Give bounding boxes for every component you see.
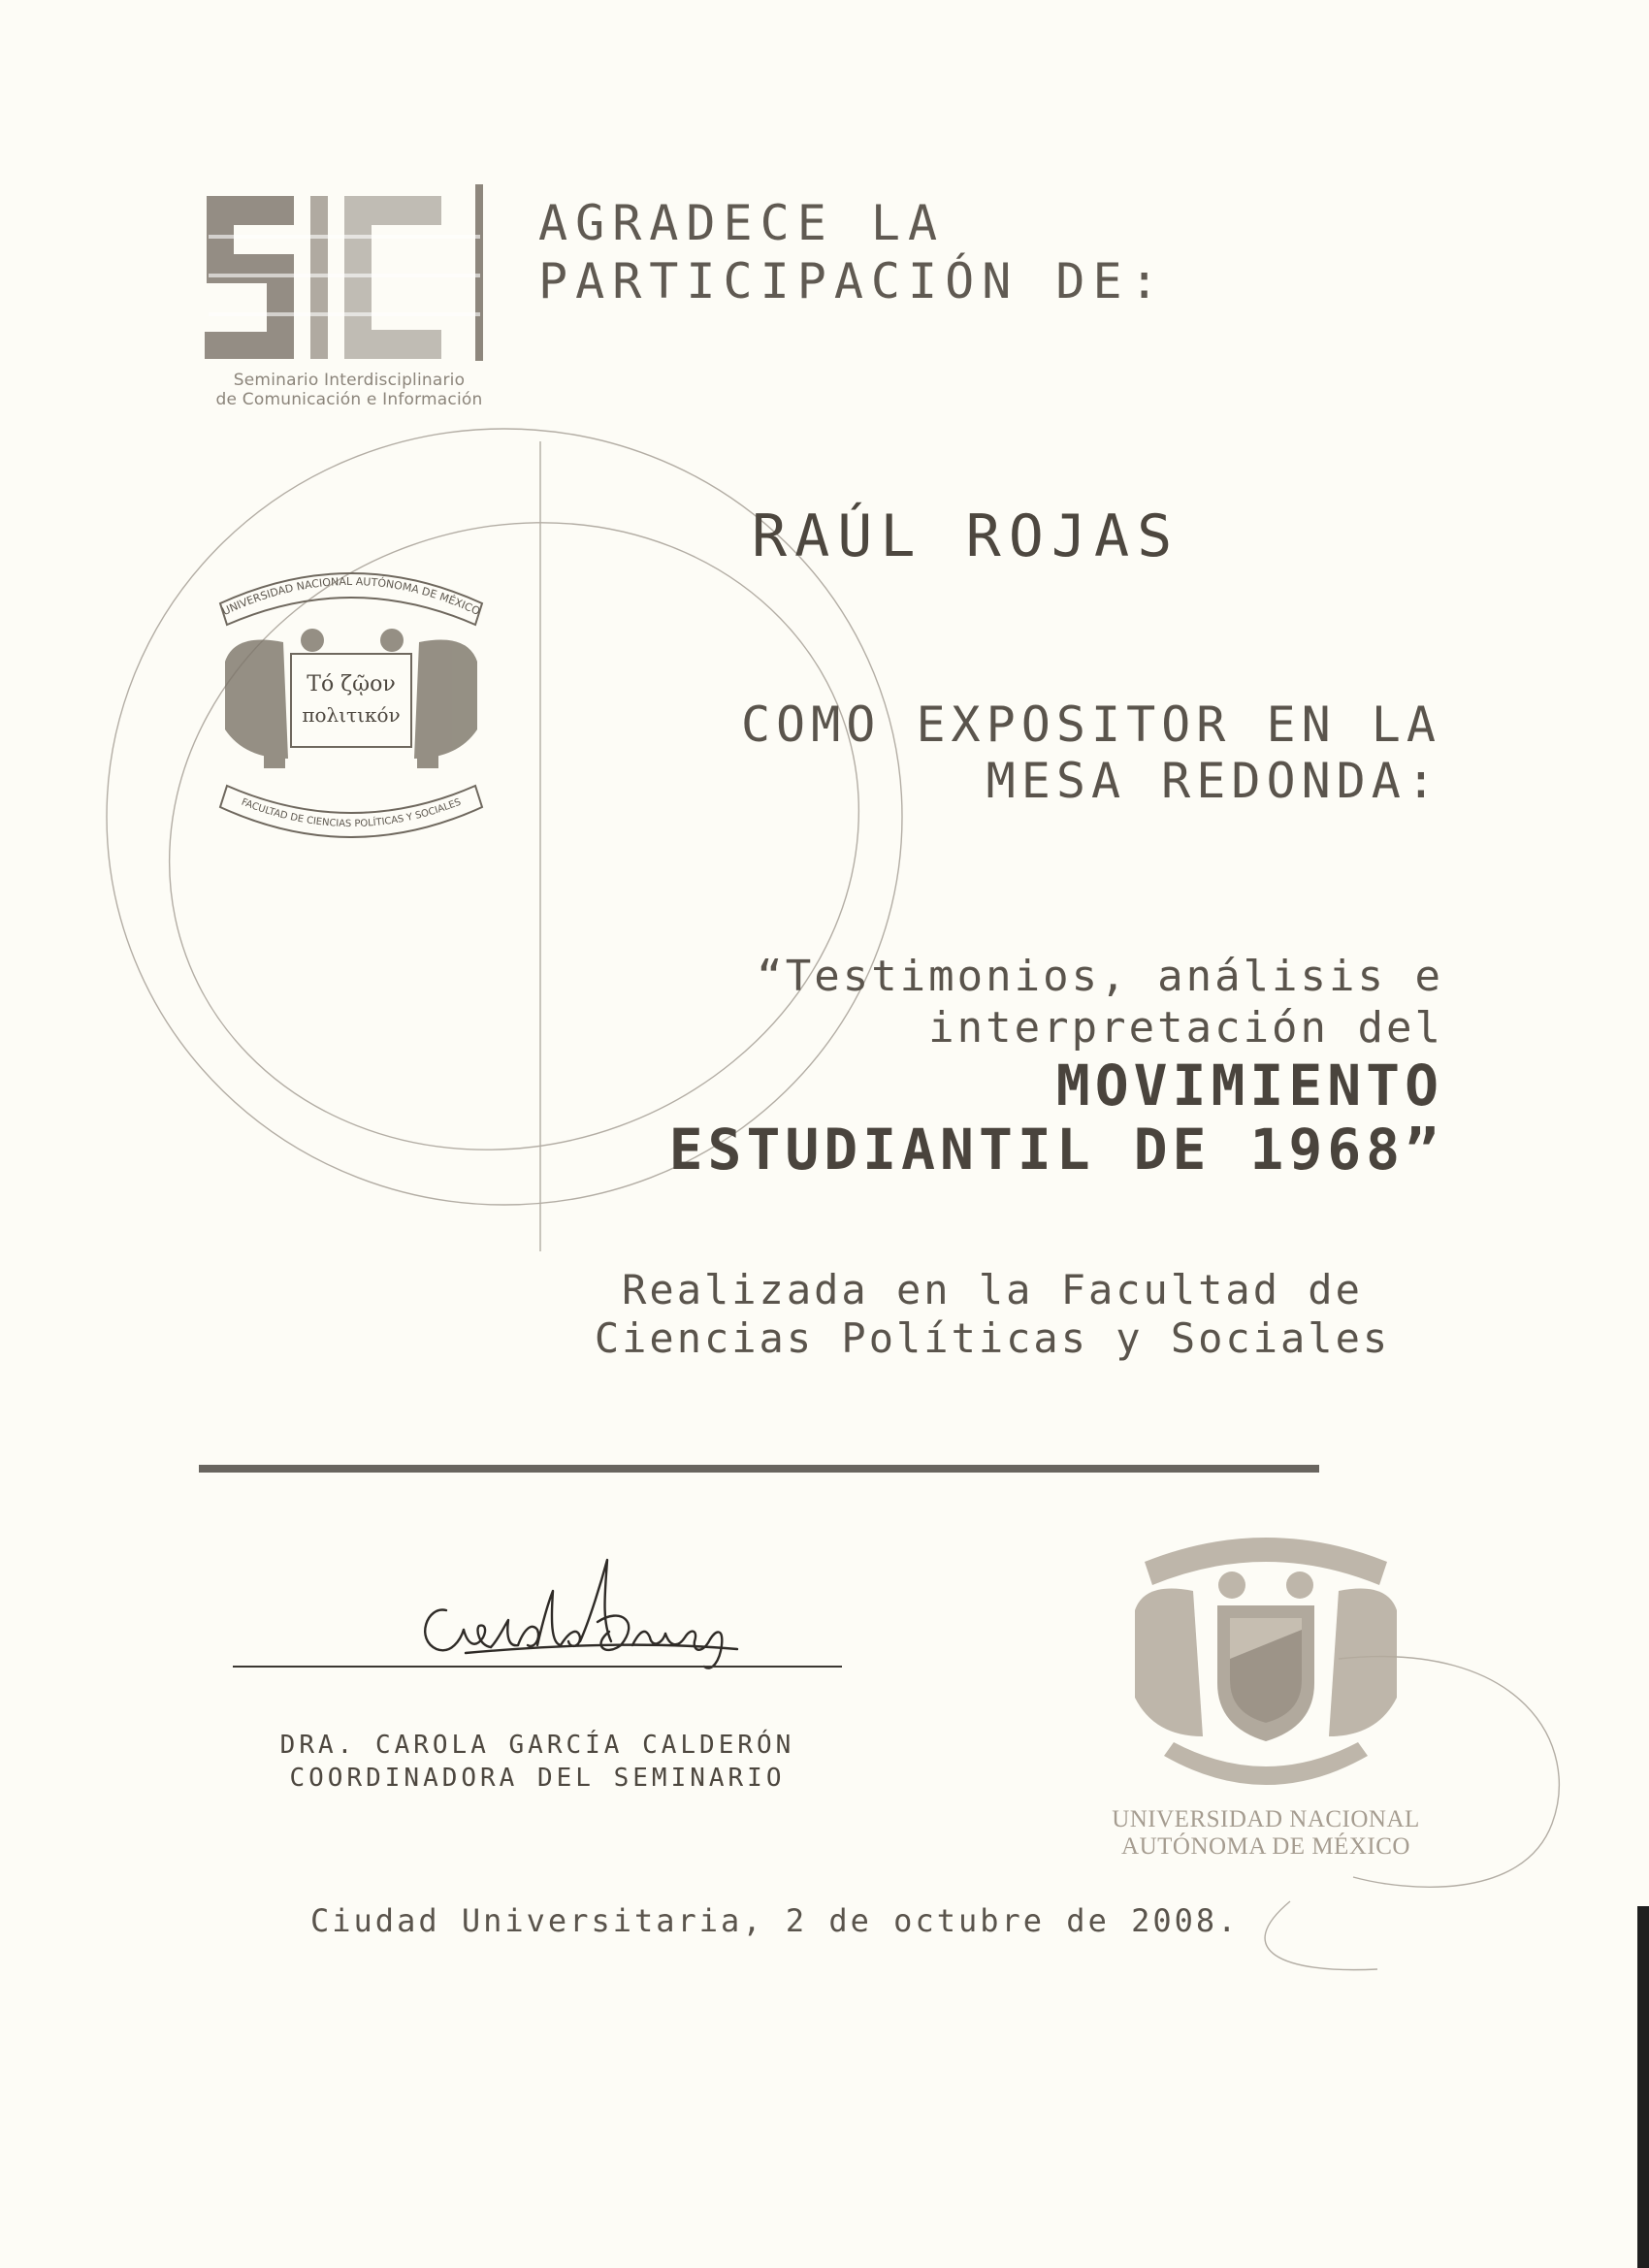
divider-rule: [199, 1465, 1319, 1473]
topic-line3: MOVIMIENTO: [1055, 1053, 1443, 1118]
venue-text: [541, 1266, 1443, 1363]
sici-logo: [199, 177, 490, 371]
role-line1: COMO EXPOSITOR EN LA: [740, 697, 1441, 753]
fcpys-crest-logo: [206, 565, 497, 838]
heading-line2: PARTICIPACIÓN DE:: [538, 253, 1167, 309]
fcpys-motto-line2: πολιτικόν: [302, 703, 401, 727]
venue-line2: Ciencias Políticas y Sociales: [594, 1314, 1391, 1362]
fcpys-motto-line1: Τό ζῷον: [307, 672, 396, 697]
recipient-name: RAÚL ROJAS: [752, 502, 1180, 570]
unam-caption-line2: AUTÓNOMA DE MÉXICO: [1121, 1833, 1410, 1860]
scan-edge-border: [1637, 1906, 1649, 2268]
certificate-heading: [538, 194, 1167, 310]
sici-caption-line1: Seminario Interdisciplinario: [233, 371, 466, 390]
topic-line4: ESTUDIANTIL DE 1968”: [668, 1117, 1443, 1183]
topic-line2: interpretación del: [928, 1003, 1443, 1053]
unam-crest-logo: [1125, 1523, 1406, 1814]
fcpys-bottom-arc-text: FACULTAD DE CIENCIAS POLÍTICAS Y SOCIALES: [240, 796, 463, 830]
sici-caption: [194, 371, 504, 409]
handwritten-signature: [407, 1552, 757, 1678]
sici-caption-line2: de Comunicación e Información: [215, 390, 483, 409]
signer-title: COORDINADORA DEL SEMINARIO: [289, 1764, 786, 1793]
role-line2: MESA REDONDA:: [986, 753, 1441, 809]
signer-block: [233, 1729, 842, 1795]
fcpys-top-arc-text: UNIVERSIDAD NACIONAL AUTÓNOMA DE MÉXICO: [219, 574, 483, 619]
heading-line1: AGRADECE LA: [538, 195, 946, 251]
role-text: [741, 697, 1441, 809]
topic-line1: “Testimonios, análisis e: [757, 952, 1443, 1001]
unam-caption: [1091, 1806, 1440, 1861]
signer-name: DRA. CAROLA GARCÍA CALDERÓN: [279, 1731, 795, 1760]
signature-line: [233, 1666, 842, 1668]
topic-title: [669, 951, 1443, 1182]
venue-line1: Realizada en la Facultad de: [622, 1266, 1363, 1313]
place-date: Ciudad Universitaria, 2 de octubre de 2008.: [310, 1902, 1240, 1939]
unam-caption-line1: UNIVERSIDAD NACIONAL: [1112, 1806, 1420, 1832]
